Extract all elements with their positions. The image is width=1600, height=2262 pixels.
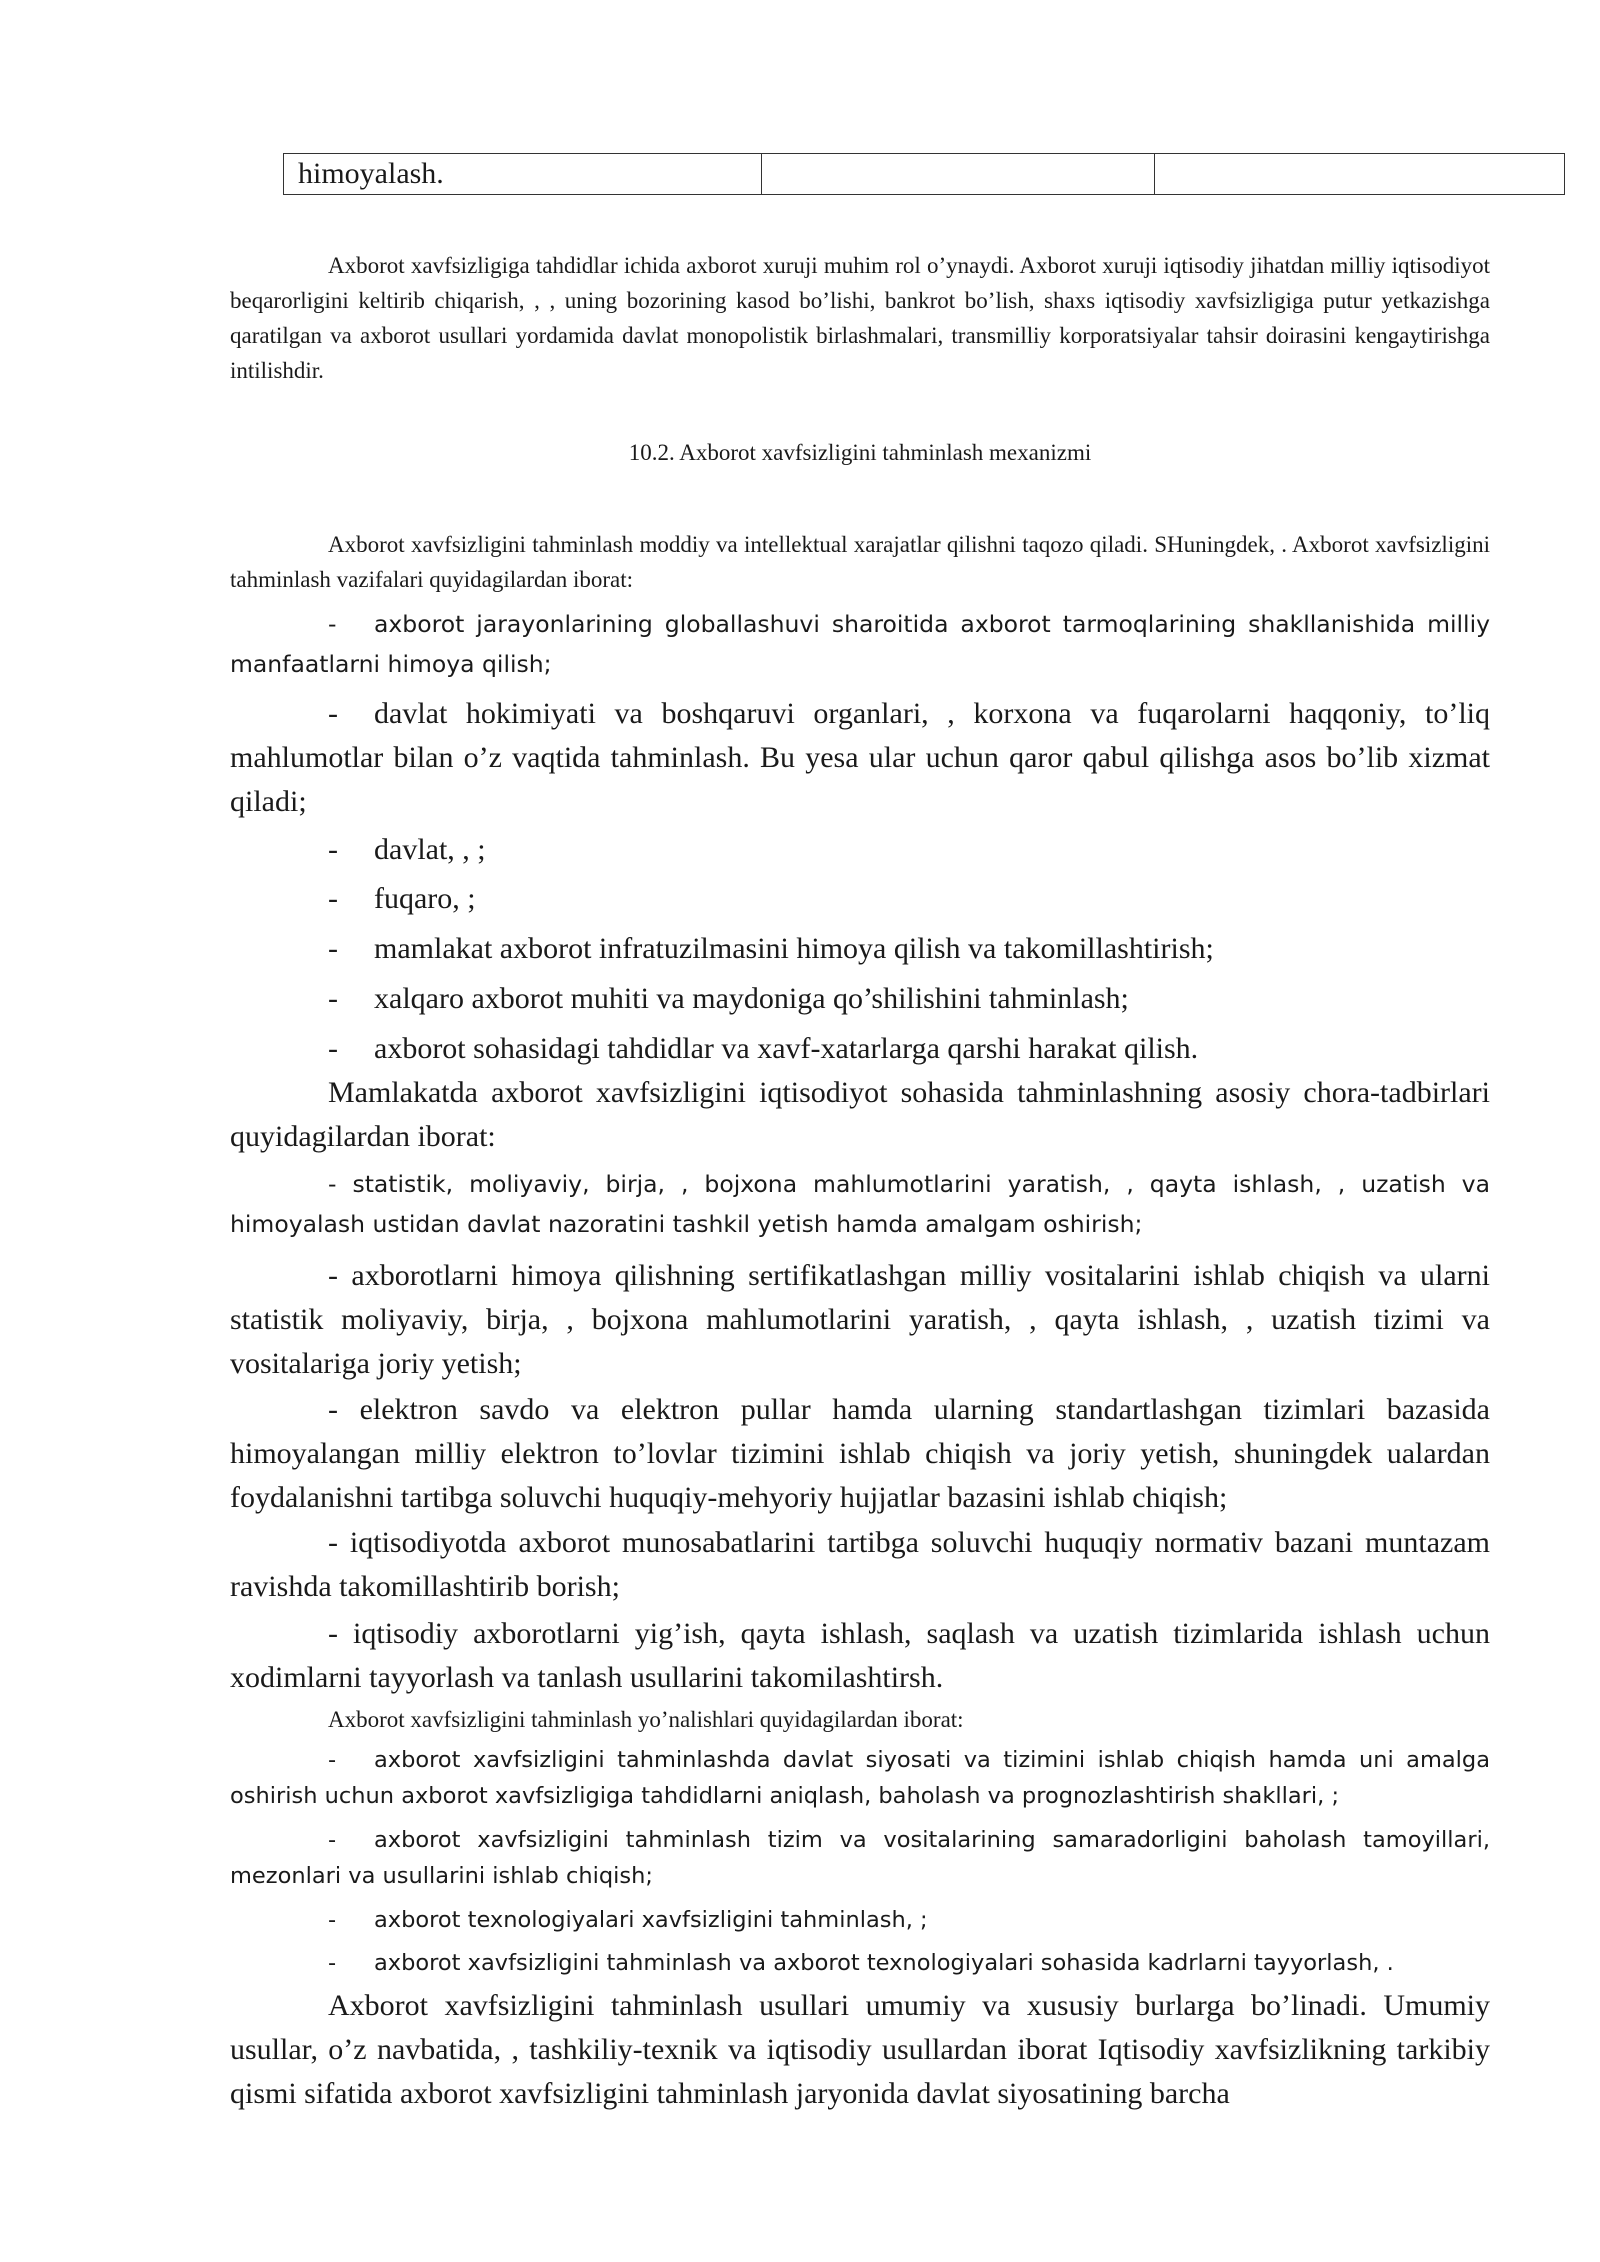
list-item <box>230 1822 1490 1894</box>
bullet-dash: - <box>328 1259 338 1292</box>
table-fragment <box>283 153 1565 195</box>
bullet-dash: - <box>328 1827 337 1853</box>
list-item <box>230 1164 1490 1244</box>
list-item <box>230 1742 1490 1814</box>
list-item-text: axborot xavfsizligini tahminlash tizim va vositalarining samaradorligini baholash tamoyillari, mezonlari va usullarini ishlab chiqish; <box>230 1827 1490 1889</box>
bullet-dash: - <box>328 982 338 1015</box>
paragraph-directions-intro: Axborot xavfsizligini tahminlash yo’nalishlari quyidagilardan iborat: <box>328 1707 964 1732</box>
table-cell <box>762 154 1155 195</box>
paragraph-methods: Axborot xavfsizligini tahminlash usullari umumiy va xususiy burlarga bo’linadi. Umumiy usullar, o’z navbatida, , tashkiliy-texnik va iqtisodiy usullardan iborat Iqtisodiy xavfsizlikning tarkibiy qismi sifatida axborot xavfsizligini tahminlash jaryonida davlat siyosatining barcha <box>230 1989 1490 2110</box>
list-item <box>230 828 1490 872</box>
bullet-dash: - <box>328 697 338 730</box>
list-item <box>230 1027 1490 1071</box>
list-item <box>230 1521 1490 1609</box>
list-item-text: axborot xavfsizligini tahminlash va axborot texnologiyalari sohasida kadrlarni tayyorlash, . <box>374 1950 1394 1976</box>
bullet-dash: - <box>328 1617 338 1650</box>
list-item <box>230 692 1490 824</box>
list-item-text: elektron savdo va elektron pullar hamda ularning standartlashgan tizimlari bazasida himoyalangan milliy elektron to’lovlar tizimini ishlab chiqish va joriy yetish, shuningdek ualardan foydalanishni tartibga soluvchi huquqiy-mehyoriy hujjatlar bazasini ishlab chiqish; <box>230 1393 1490 1514</box>
list-item-text: statistik, moliyaviy, birja, , bojxona mahlumotlarini yaratish, , qayta ishlash, , uzatish va himoyalash ustidan davlat nazoratini tashkil yetish hamda amalgam oshirish; <box>230 1170 1490 1238</box>
paragraph-tasks-intro: Axborot xavfsizligini tahminlash moddiy va intellektual xarajatlar qilishni taqozo qiladi. SHuningdek, . Axborot xavfsizligini tahminlash vazifalari quyidagilardan iborat: <box>230 532 1490 592</box>
bullet-dash: - <box>328 1393 338 1426</box>
list-item-text: xalqaro axborot muhiti va maydoniga qo’shilishini tahminlash; <box>374 982 1129 1015</box>
list-item-text: iqtisodiy axborotlarni yig’ish, qayta ishlash, saqlash va uzatish tizimlarida ishlash uchun xodimlarni tayyorlash va tanlash usullarini takomilashtirsh. <box>230 1617 1490 1694</box>
list-item <box>230 604 1490 684</box>
list-item <box>230 1902 1490 1938</box>
paragraph-intro: Axborot xavfsizligiga tahdidlar ichida axborot xuruji muhim rol o’ynaydi. Axborot xuruji iqtisodiy jihatdan milliy iqtisodiyot beqarorligini keltirib chiqarish, , , uning bozorining kasod bo’lishi, bankrot bo’lish, shaxs iqtisodiy xavfsizligiga putur yetkazishga qaratilgan va axborot usullari yordamida davlat monopolistik birlashmalari, transmilliy korporatsiyalar tahsir doirasini kengaytirishga intilishdir. <box>230 253 1490 383</box>
bullet-dash: - <box>328 610 337 638</box>
list-item-text: mamlakat axborot infratuzilmasini himoya qilish va takomillashtirish; <box>374 932 1214 965</box>
list-item-text: axborot jarayonlarining globallashuvi sharoitida axborot tarmoqlarining shakllanishida milliy manfaatlarni himoya qilish; <box>230 610 1490 678</box>
bullet-dash: - <box>328 1526 338 1559</box>
list-item-text: fuqaro, ; <box>374 882 476 915</box>
bullet-dash: - <box>328 1950 337 1976</box>
table-cell <box>1155 154 1565 195</box>
bullet-dash: - <box>328 833 338 866</box>
list-item-text: axborotlarni himoya qilishning sertifikatlashgan milliy vositalarini ishlab chiqish va ularni statistik moliyaviy, birja, , bojxona mahlumotlarini yaratish, , qayta ishlash, , uzatish tizimi va vositalariga joriy yetish; <box>230 1259 1491 1380</box>
list-item-text: axborot sohasidagi tahdidlar va xavf-xatarlarga qarshi harakat qilish. <box>374 1032 1199 1065</box>
bullet-dash: - <box>328 932 338 965</box>
list-item-text: iqtisodiyotda axborot munosabatlarini tartibga soluvchi huquqiy normativ bazani muntazam ravishda takomillashtirib borish; <box>230 1526 1490 1603</box>
list-item <box>230 1388 1490 1520</box>
list-item <box>230 1945 1490 1981</box>
bullet-dash: - <box>328 1170 337 1198</box>
bullet-dash: - <box>328 1907 337 1933</box>
list-item <box>230 1254 1490 1386</box>
list-item <box>230 977 1490 1021</box>
list-item-text: axborot texnologiyalari xavfsizligini tahminlash, ; <box>374 1907 928 1933</box>
list-item <box>230 877 1490 921</box>
list-item <box>230 927 1490 971</box>
section-heading: 10.2. Axborot xavfsizligini tahminlash mexanizmi <box>628 440 1092 465</box>
list-item-text: davlat hokimiyati va boshqaruvi organlari, , korxona va fuqarolarni haqqoniy, to’liq mahlumotlar bilan o’z vaqtida tahminlash. Bu yesa ular uchun qaror qabul qilishga asos bo’lib xizmat qiladi; <box>230 697 1490 818</box>
bullet-dash: - <box>328 1747 337 1773</box>
list-item-text: axborot xavfsizligini tahminlashda davlat siyosati va tizimini ishlab chiqish hamda uni amalga oshirish uchun axborot xavfsizligiga tahdidlarni aniqlash, baholash va prognozlashtirish shakllari, ; <box>230 1747 1490 1809</box>
table-row <box>284 154 1565 195</box>
list-item-text: davlat, , ; <box>374 833 486 866</box>
paragraph-measures-intro: Mamlakatda axborot xavfsizligini iqtisodiyot sohasida tahminlashning asosiy chora-tadbirlari quyidagilardan iborat: <box>230 1076 1490 1153</box>
bullet-dash: - <box>328 882 338 915</box>
list-item <box>230 1612 1490 1700</box>
table-cell: himoyalash. <box>284 154 762 195</box>
bullet-dash: - <box>328 1032 338 1065</box>
